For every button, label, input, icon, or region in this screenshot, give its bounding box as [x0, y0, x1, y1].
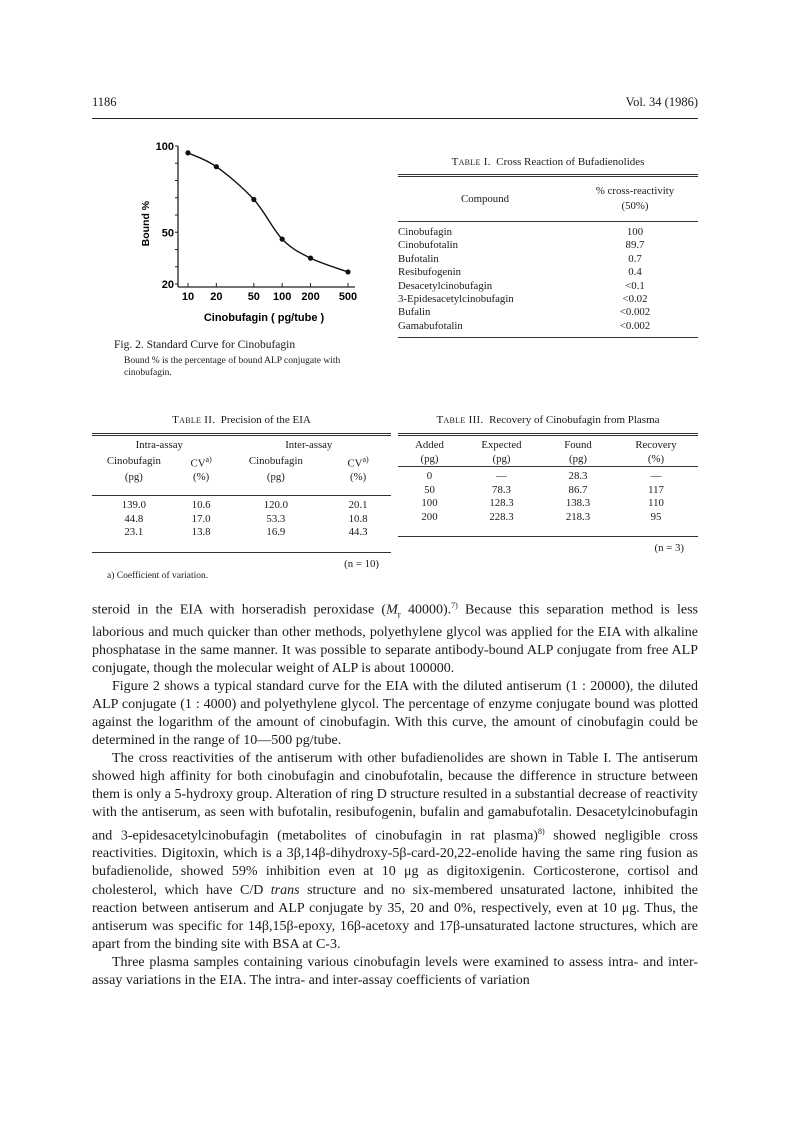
table3-h-expected: Expected: [481, 439, 522, 451]
table1-col-compound: Compound: [461, 193, 509, 205]
table3-row-cell: 78.3: [492, 483, 511, 496]
table-cross-reaction: [398, 156, 698, 338]
table2-group-row: [92, 435, 391, 453]
table1-row-cell: 89.7: [625, 239, 645, 252]
table3-row-cell: 117: [648, 483, 664, 496]
table2-row: [92, 496, 391, 513]
table2-grid: [92, 433, 391, 540]
table1-row-cell: Desacetylcinobufagin: [398, 279, 493, 292]
table2-row-cell: 120.0: [263, 499, 289, 512]
table2-row: [92, 526, 391, 540]
table1-row: [398, 320, 698, 333]
table3-header-row: [398, 435, 698, 453]
table2-n-note: (n = 10): [344, 557, 379, 570]
table3-u3: (pg): [569, 452, 587, 465]
table1-caption: [398, 156, 698, 168]
page-number: 1186: [92, 95, 117, 109]
table1-row: [398, 280, 698, 293]
table2-h-cv1-text: CV: [190, 457, 206, 470]
table3-title: Recovery of Cinobufagin from Plasma: [489, 414, 660, 426]
table2-row-cell: 13.8: [191, 526, 211, 539]
y-tick-label: 100: [155, 141, 174, 153]
table2-row-cell: 17.0: [191, 512, 211, 525]
figure-note: Bound % is the percentage of bound ALP conjugate with cinobufagin.: [124, 356, 341, 378]
table1-row: [398, 222, 698, 240]
table1-row-cell: Cinobufagin: [398, 226, 452, 238]
table3-row-cell: —: [650, 470, 662, 482]
table2-row: [92, 513, 391, 527]
table1-row-cell: Bufotalin: [398, 252, 439, 265]
x-tick-label: 50: [247, 291, 260, 303]
table3-row-cell: 218.3: [565, 510, 591, 523]
paragraph-2: Figure 2 shows a typical standard curve for the EIA with the diluted antiserum (1 : 20000), the diluted ALP conjugate (1 : 4000) and polyethylene glycol. The percentage of enzyme conjugate bound was plotted against the logarithm of the amount of cinobufagin. With this curve, the amount of cinobufagin could be determined in the range of 10—500 pg/tube.: [92, 678, 698, 749]
table2-h-cv2-sup: a): [362, 454, 369, 464]
data-point: [308, 256, 313, 261]
body-text: [92, 597, 698, 990]
table1-grid: [398, 174, 698, 333]
table1-col-reactivity-l1: % cross-reactivity: [595, 185, 675, 197]
table1-row: [398, 253, 698, 266]
table2-h-cino2: Cinobufagin: [248, 454, 303, 467]
table2-label: Table II.: [172, 414, 216, 426]
table2-u4: (%): [350, 470, 367, 483]
y-tick-label: 20: [161, 279, 174, 291]
header-rule: [92, 118, 698, 119]
table1-row-cell: <0.02: [622, 293, 648, 306]
table-recovery: [398, 414, 698, 554]
table1-row: [398, 239, 698, 252]
table3-row-cell: 86.7: [568, 483, 588, 496]
table1-row-cell: <0.002: [619, 319, 651, 332]
table3-n-note: (n = 3): [654, 542, 684, 554]
table3-row-cell: 100: [421, 497, 438, 509]
table3-bottom-rule: [398, 536, 698, 537]
table3-label: Table III.: [436, 414, 484, 426]
table3-row: [398, 484, 698, 498]
table2-row-cell: 10.6: [191, 499, 211, 512]
table3-row-cell: 128.3: [489, 497, 514, 509]
table2-u2: (%): [193, 470, 210, 483]
table1-title: Cross Reaction of Bufadienolides: [496, 156, 645, 168]
table3-row-cell: 138.3: [565, 497, 591, 509]
table2-group-inter: Inter-assay: [285, 439, 333, 451]
x-tick-label: 200: [301, 291, 320, 303]
table3-h-added: Added: [415, 439, 444, 451]
table3-row-cell: 228.3: [489, 510, 514, 523]
table1-row-cell: Cinobufotalin: [398, 239, 458, 252]
table3-row: [398, 497, 698, 511]
table2-group-intra: Intra-assay: [135, 439, 183, 451]
table1-row-cell: 0.4: [628, 266, 642, 279]
table2-row-cell: 139.0: [121, 499, 146, 512]
table3-row-cell: 95: [650, 510, 662, 523]
paragraph-3: The cross reactivities of the antiserum with other bufadienolides are shown in Table I. The antiserum showed high affinity for both cinobufagin and cinobufotalin, because the difference in structure between them is only a 5-hydroxy group. Alteration of ring D structure resulted in a substantial decrease of reactivity with the antiserum, as seen with bufotalin, resibufogenin, bufalin and gamabufotalin. Desacetylcinobufagin and 3-epidesacetylcinobufagin (metabolites of cinobufagin in rat plasma)$^{8)}$ showed negligible cross reactivities. Digitoxin, which is a 3β,14β-dihydroxy-5β-card-20,22-enolide having the same ring fusion as bufadienolide, showed 59% inhibition even at 10 μg as digitoxigenin. Corticosterone, cortisol and cholesterol, which have C/D trans structure and no six-membered unsaturated lactone, inhibited the reaction between antiserum and ALP conjugate by 35, 20 and 0%, respectively, even at 10 μg. Thus, the antiserum was specific for 14β,15β-epoxy, 16β-acetoxy and 17β-unsaturated lactone structures, which are apart from the binding site with BSA at C-3.: [92, 751, 699, 952]
y-tick-label: 50: [161, 227, 174, 240]
table1-row-cell: <0.1: [625, 279, 645, 292]
table3-grid: [398, 433, 698, 524]
table2-h-cv1-sup: a): [205, 454, 212, 464]
table3-row-cell: 50: [424, 483, 435, 496]
x-tick-label: 10: [181, 291, 195, 303]
table2-row-cell: 16.9: [266, 526, 286, 539]
table2-row-cell: 20.1: [348, 499, 368, 512]
table3-caption: [398, 414, 698, 426]
table2-caption: [92, 414, 391, 426]
table2-row-cell: 23.1: [124, 526, 144, 539]
standard-curve-chart: [130, 135, 360, 335]
table2-spacer-row: [92, 484, 391, 496]
table1-body: [398, 222, 698, 334]
table2-row-cell: 10.8: [348, 512, 368, 525]
table1-row-cell: 3-Epidesacetylcinobufagin: [398, 293, 514, 306]
table3-row-cell: 110: [648, 497, 664, 509]
data-point: [345, 269, 350, 274]
table3-h-recovery: Recovery: [635, 439, 677, 451]
table1-row-cell: <0.002: [619, 306, 651, 319]
table2-unit-row: [92, 471, 391, 485]
paragraph-4: Three plasma samples containing various cinobufagin levels were examined to assess intra- and inter-assay variations in the EIA. The intra- and inter-assay coefficients of variation: [92, 954, 698, 988]
table2-bottom-rule: [92, 552, 391, 553]
table1-row: [398, 293, 698, 306]
table3-row: [398, 511, 698, 525]
table2-row-cell: 44.3: [348, 526, 368, 539]
table2-h-cv2: [325, 453, 391, 471]
table3-row: [398, 467, 698, 484]
y-axis-label: Bound %: [140, 200, 152, 247]
table1-row-cell: Resibufogenin: [398, 266, 461, 279]
figure-caption: Fig. 2. Standard Curve for Cinobufagin: [114, 339, 296, 351]
table3-u1: (pg): [420, 452, 439, 465]
table3-h-found: Found: [564, 439, 592, 451]
table3-row-cell: 200: [421, 510, 438, 523]
table1-row-cell: 0.7: [628, 252, 642, 265]
data-point: [280, 237, 285, 242]
table2-u3: (pg): [266, 470, 285, 483]
x-tick-label: 100: [272, 291, 292, 303]
data-point: [185, 150, 190, 155]
table2-h-cv1: [176, 453, 227, 471]
table1-col-reactivity-l2: (50%): [621, 200, 649, 212]
table1-header-row: [398, 176, 698, 222]
table3-body: [398, 467, 698, 525]
table1-label: Table I.: [451, 156, 491, 168]
table2-body: [92, 496, 391, 540]
table2-row-cell: 53.3: [266, 512, 286, 525]
x-axis-label: Cinobufagin ( pg/tube ): [203, 312, 325, 324]
journal-volume: Vol. 34 (1986): [625, 95, 698, 109]
x-tick-label: 500: [338, 291, 358, 303]
table2-header-row: [92, 453, 391, 471]
table2-footnote: a) Coefficient of variation.: [107, 571, 209, 581]
data-point: [214, 164, 219, 169]
table1-col-reactivity: [572, 176, 698, 222]
table1-row-cell: Gamabufotalin: [398, 319, 463, 332]
table3-unit-row: [398, 453, 698, 467]
table2-title: Precision of the EIA: [220, 414, 311, 426]
table3-row-cell: 0: [426, 470, 433, 482]
x-tick-label: 20: [210, 291, 223, 303]
table3-row-cell: —: [496, 470, 507, 482]
table2-row-cell: 44.8: [124, 512, 144, 525]
table1-row: [398, 266, 698, 279]
table1-row-cell: 100: [626, 226, 644, 238]
table1-row-cell: Bufalin: [398, 306, 431, 319]
paragraph-1: steroid in the EIA with horseradish peroxidase ($M_r$ 40000).$^{7)}$ Because this separation method is less laborious and much quicker than other methods, polyethylene glycol was applied for the EIA with alkaline phosphatase in the same manner. It was possible to separate antibody-bound ALP conjugate from free ALP conjugate, though the molecular weight of ALP is about 100000.: [92, 601, 698, 676]
table2-h-cino1: Cinobufagin: [106, 454, 161, 467]
table-precision: [92, 414, 391, 570]
table1-row: [398, 306, 698, 319]
table3-u4: (%): [647, 452, 665, 465]
standard-curve-line: [188, 153, 348, 272]
table2-u1: (pg): [124, 470, 143, 483]
table1-bottom-rule: [398, 337, 698, 338]
table3-row-cell: 28.3: [568, 470, 588, 482]
table2-h-cv2-text: CV: [347, 457, 363, 470]
data-point: [251, 197, 256, 202]
table3-u2: (pg): [492, 452, 511, 465]
